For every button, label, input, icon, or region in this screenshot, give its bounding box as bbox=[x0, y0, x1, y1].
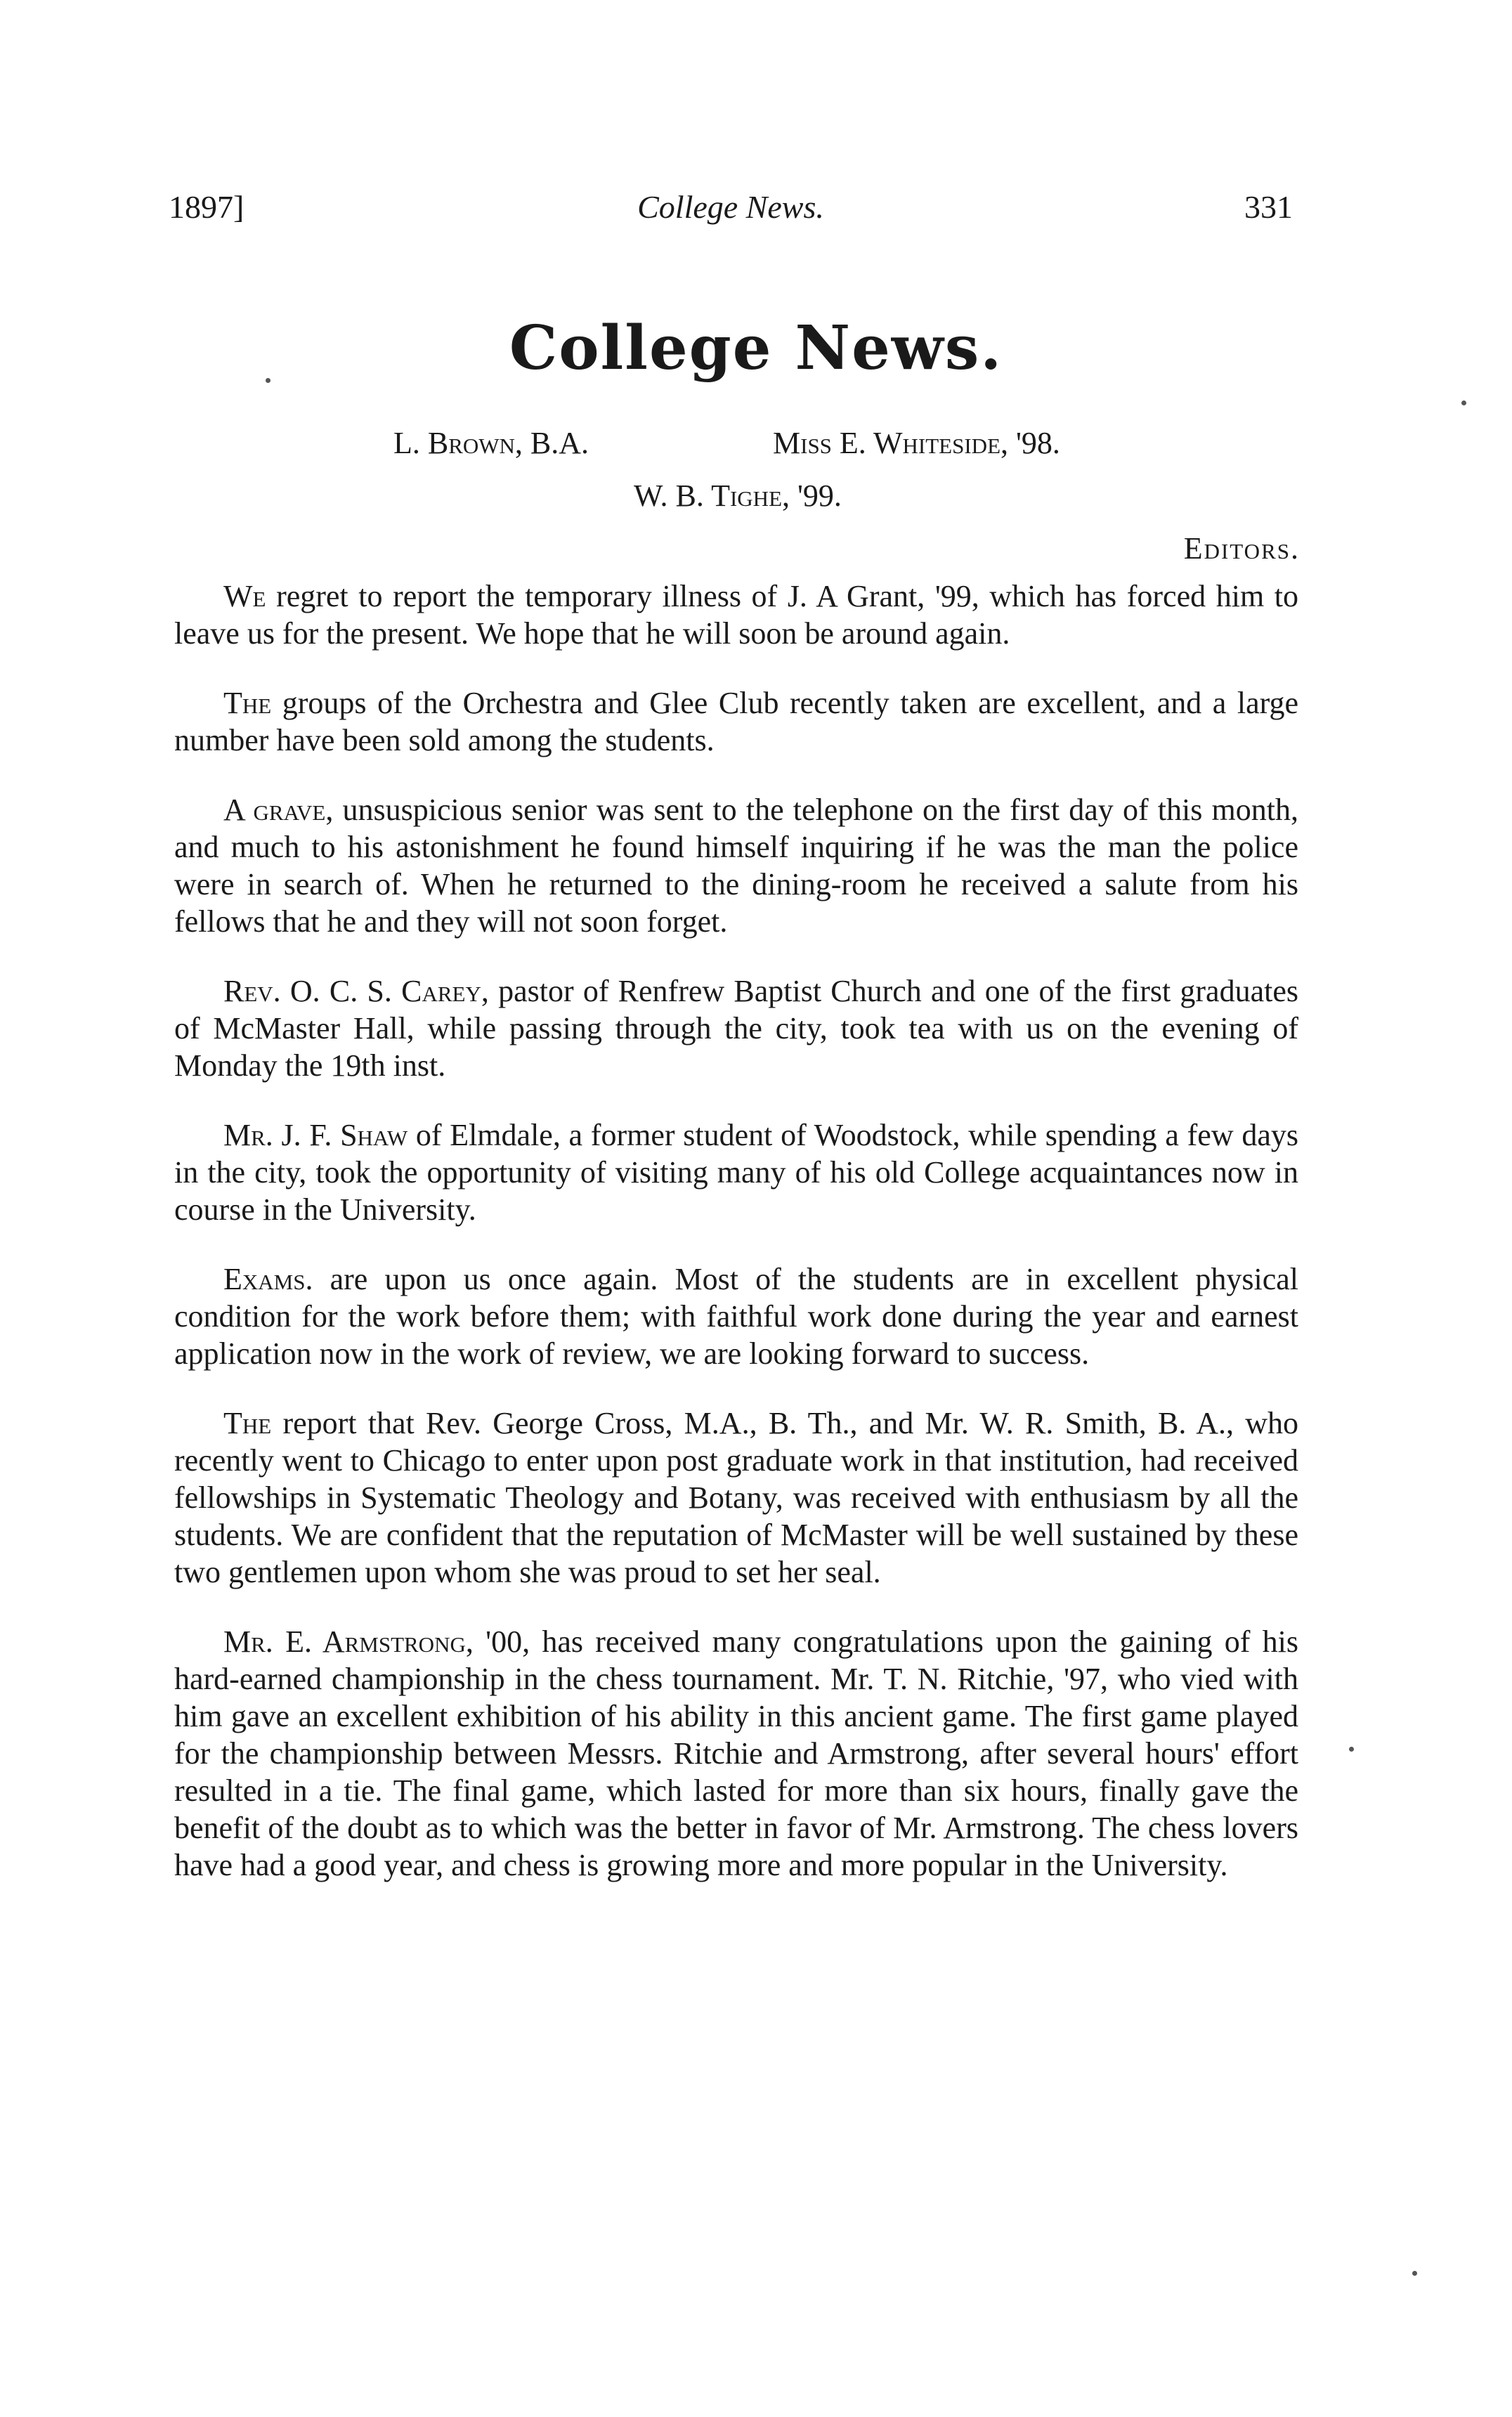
paragraph-text: unsuspicious senior was sent to the telephone on the first day of this month, and much to his astonishment he found himself inquiring if he was the man the police were in search of. When he returned to the dining-room he received a salute from his fellows that he and they will not soon forget. bbox=[174, 793, 1298, 939]
scan-speck bbox=[1461, 400, 1466, 405]
paragraph-text: '00, has received many congratulations upon the gaining of his hard-earned championship in the chess tournament. Mr. T. N. Ritchie, '97, who vied with him gave an excellent exhibition of his ability in this ancient game. The first game played for the championship between Messrs. Ritchie and Armstrong, after several hours' effort resulted in a tie. The final game, which lasted for more than six hours, finally gave the benefit of the doubt as to which was the better in favor of Mr. Armstrong. The chess lovers have had a good year, and chess is growing more and more popular in the University. bbox=[174, 1624, 1299, 1882]
paragraph-text: pastor of Renfrew Baptist Church and one of the first graduates of McMaster Hall, while passing through the city, took tea with us on the evening of Monday the 19th inst. bbox=[174, 974, 1298, 1083]
paragraph-lead: A grave, bbox=[223, 793, 334, 827]
paragraph-text: regret to report the temporary illness of J. A Grant, '99, which has forced him to leave us for the present. We hope that he will soon be around again. bbox=[174, 579, 1298, 651]
news-paragraph bbox=[174, 1116, 1298, 1228]
paragraph-lead: The bbox=[223, 1406, 272, 1440]
paragraph-text: report that Rev. George Cross, M.A., B. Th., and Mr. W. R. Smith, B. A., who recently went to Chicago to enter upon post graduate work in that institution, had received fellowships in Systematic Theology and Botany, was received with enthusiasm by all the students. We are confident that the reputation of McMaster will be well sustained by these two gentlemen upon whom she was proud to set her seal. bbox=[174, 1406, 1298, 1589]
header-year: 1897] bbox=[169, 189, 245, 225]
scan-speck bbox=[266, 378, 271, 383]
paragraph-lead: Exams. bbox=[223, 1262, 313, 1296]
editor-name: Miss E. Whiteside, '98. bbox=[773, 426, 1060, 460]
paragraph-lead: Mr. J. F. Shaw bbox=[223, 1118, 408, 1152]
news-paragraph bbox=[174, 1623, 1298, 1884]
editors-label: Editors. bbox=[1183, 531, 1300, 566]
paragraph-lead: Rev. O. C. S. Carey, bbox=[223, 974, 489, 1008]
header-title: College News. bbox=[637, 189, 824, 225]
running-head bbox=[169, 188, 1293, 245]
paragraph-lead: Mr. E. Armstrong, bbox=[223, 1624, 474, 1659]
paragraph-lead: We bbox=[223, 579, 266, 613]
news-paragraph bbox=[174, 1260, 1298, 1372]
news-items bbox=[174, 578, 1298, 1916]
editor-name: L. Brown, B.A. bbox=[393, 426, 589, 460]
news-paragraph bbox=[174, 684, 1298, 759]
section-masthead: College News. bbox=[509, 313, 1003, 384]
paragraph-text: are upon us once again. Most of the students are in excellent physical condition for the work before them; with faithful work done during the year and earnest application now in the work of review, we are looking forward to success. bbox=[174, 1262, 1298, 1371]
paragraph-text: of Elmdale, a former student of Woodstock, while spending a few days in the city, took the opportunity of visiting many of his old College acquaintances now in course in the University. bbox=[174, 1118, 1298, 1227]
page-number: 331 bbox=[1244, 189, 1293, 225]
news-paragraph bbox=[174, 791, 1298, 940]
news-paragraph bbox=[174, 578, 1298, 652]
paragraph-lead: The bbox=[223, 686, 272, 720]
paragraph-text: groups of the Orchestra and Glee Club recently taken are excellent, and a large number have been sold among the students. bbox=[174, 686, 1298, 757]
editor-name: W. B. Tighe, '99. bbox=[634, 478, 842, 513]
news-paragraph bbox=[174, 972, 1298, 1084]
scan-speck bbox=[1349, 1747, 1354, 1752]
news-paragraph bbox=[174, 1405, 1298, 1591]
scan-speck bbox=[1412, 2271, 1417, 2276]
